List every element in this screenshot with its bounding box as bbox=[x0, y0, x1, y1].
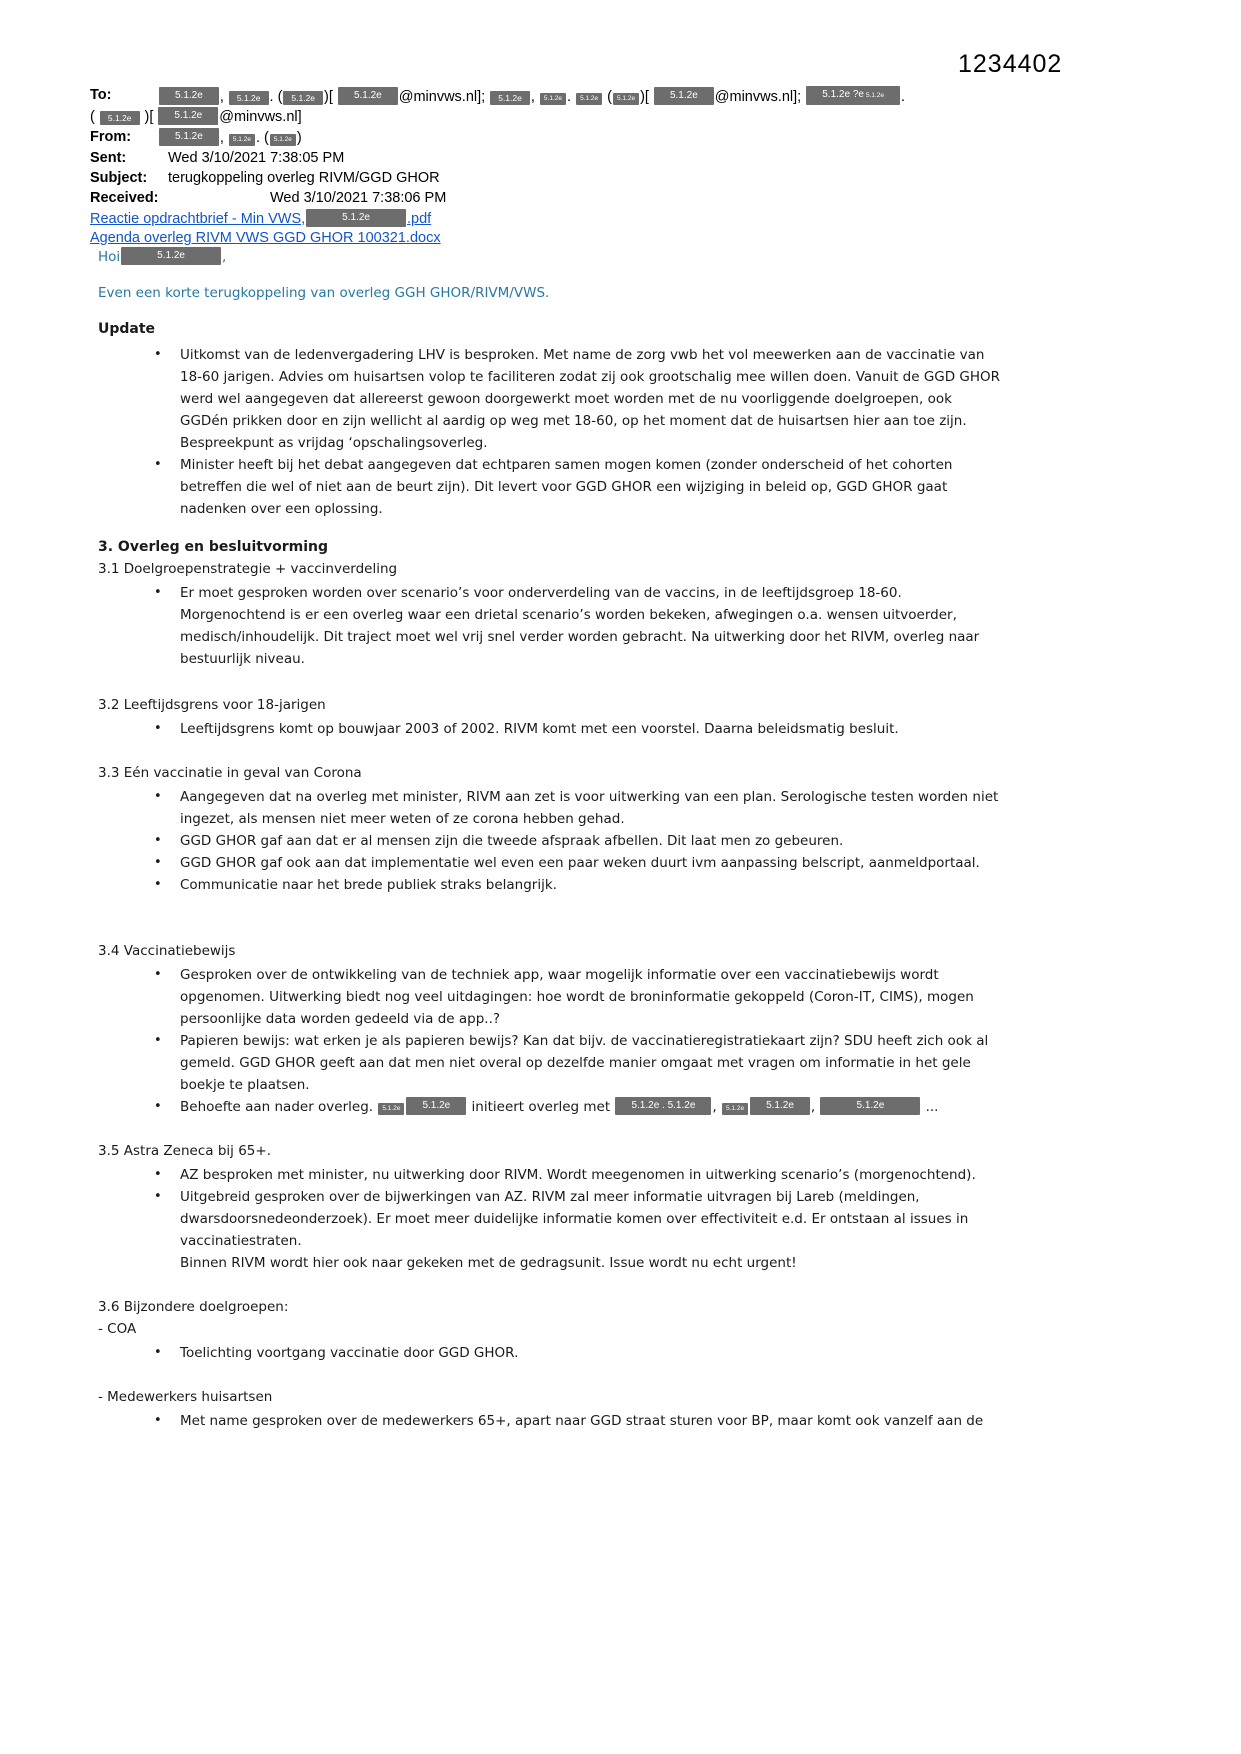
text-run: . ( bbox=[255, 130, 269, 146]
received-value: Wed 3/10/2021 7:38:06 PM bbox=[270, 190, 447, 206]
attachment-row bbox=[90, 209, 1160, 229]
text-run: @minvws.nl] bbox=[219, 109, 302, 125]
to-value-line1 bbox=[158, 89, 905, 105]
text-run: )[ bbox=[324, 89, 337, 105]
email-header bbox=[90, 86, 1160, 248]
section-3-6-heading: 3.6 Bijzondere doelgroepen: bbox=[98, 1299, 289, 1315]
header-row-from bbox=[90, 128, 1160, 148]
greeting-line bbox=[98, 246, 1108, 268]
intro-line: Even een korte terugkoppeling van overleg GGH GHOR/RIVM/VWS. bbox=[98, 285, 550, 301]
redaction-box: 5.1.2e bbox=[270, 134, 296, 146]
header-row-to bbox=[90, 86, 1160, 127]
header-row-sent bbox=[90, 149, 1160, 168]
redaction-box-small-label: 5.1.2e bbox=[865, 92, 885, 99]
text-run: ( bbox=[603, 89, 612, 105]
section-3-2-bullets bbox=[98, 718, 1003, 740]
bullet-item: • Met name gesproken over de medewerkers 65+, apart naar GGD straat sturen voor BP, maar komt ook vanzelf aan de bbox=[180, 1410, 1003, 1432]
redaction-box: 5.1.2e ?e 5.1.2e bbox=[806, 86, 900, 105]
dash-item-medewerkers: - Medewerkers huisartsen bbox=[98, 1389, 273, 1405]
redaction-box: 5.1.2e bbox=[159, 128, 219, 146]
header-row-received bbox=[90, 189, 1160, 208]
bullet-item: • GGD GHOR gaf ook aan dat implementatie wel even een paar weken duurt ivm aanpassing belscript, aanmeldportaal. bbox=[180, 852, 1003, 874]
text-run: .pdf bbox=[406, 211, 432, 227]
text-run: , bbox=[219, 89, 228, 105]
bullet-item: • Communicatie naar het brede publiek straks belangrijk. bbox=[180, 874, 1003, 896]
document-number: 1234402 bbox=[958, 50, 1063, 78]
redaction-box: 5.1.2e bbox=[654, 87, 714, 105]
text-run: Agenda overleg RIVM VWS GGD GHOR 100321.docx bbox=[90, 230, 441, 246]
text-run: . bbox=[901, 89, 906, 105]
attachment-docx-name bbox=[90, 230, 441, 246]
received-label: Received: bbox=[90, 190, 159, 206]
bullet-item: • Uitkomst van de ledenvergadering LHV is besproken. Met name de zorg vwb het vol meewerken aan de vaccinatie van 18-60 jarigen. Advies om huisartsen volop te faciliteren zodat zij ook grootschalig mee willen doen. Vanuit de GGD GHOR werd wel aangegeven dat allereerst gewoon doorgewerkt moet worden met de nu voorliggende doelgroepen, ook GGDén prikken door en zijn wellicht al aardig op weg met 18-60, op het moment dat de huisartsen hier aan toe zijn. Bespreekpunt as vrijdag ‘opschalingsoverleg. bbox=[180, 344, 1003, 454]
redaction-box: 5.1.2e bbox=[100, 111, 140, 125]
sent-value: Wed 3/10/2021 7:38:05 PM bbox=[168, 150, 345, 166]
section-3-3-bullets bbox=[98, 786, 1003, 896]
section-3-5-bullets bbox=[98, 1164, 1003, 1252]
redaction-box: 5.1.2e bbox=[121, 247, 221, 265]
bullet-item: • Minister heeft bij het debat aangegeven dat echtparen samen mogen komen (zonder onderscheid of het cohorten betreffen die wel of niet aan de beurt zijn). Dit levert voor GGD GHOR een wijziging in beleid op, GGD GHOR gaat nadenken over een oplossing. bbox=[180, 454, 1003, 520]
redaction-box: 5.1.2e bbox=[613, 93, 639, 105]
text-run: , bbox=[530, 89, 539, 105]
bullet-item: • Uitgebreid gesproken over de bijwerkingen van AZ. RIVM zal meer informatie uitvragen bij Lareb (meldingen, dwarsdoorsnedeonderzoek). Er moet meer duidelijke informatie komen over effectiviteit e.d. Er ontstaan al issues in vaccinatiestraten. bbox=[180, 1186, 1003, 1252]
text-run: . ( bbox=[269, 89, 283, 105]
text-run: . bbox=[567, 89, 576, 105]
bullet-item: • Gesproken over de ontwikkeling van de techniek app, waar mogelijk informatie over een vaccinatiebewijs wordt opgenomen. Uitwerking biedt nog veel uitdagingen: hoe wordt de broninformatie gekoppeld (Coron-IT, CIMS), mogen persoonlijke data worden gedeeld via de app..? bbox=[180, 964, 1003, 1030]
to-label: To: bbox=[90, 87, 112, 103]
text-run: Reactie opdrachtbrief - Min VWS, bbox=[90, 211, 306, 227]
medewerkers-bullets bbox=[98, 1410, 1003, 1432]
redaction-box: 5.1.2e bbox=[378, 1103, 404, 1115]
text-run: Hoi bbox=[98, 249, 121, 265]
update-heading: Update bbox=[98, 321, 156, 337]
text-run: , bbox=[810, 1099, 820, 1115]
update-bullets bbox=[98, 344, 1003, 520]
sent-label: Sent: bbox=[90, 150, 127, 166]
bullet-item: • AZ besproken met minister, nu uitwerking door RIVM. Wordt meegenomen in uitwerking scenario’s (morgenochtend). bbox=[180, 1164, 1003, 1186]
redaction-box: 5.1.2e bbox=[820, 1097, 920, 1115]
text-run: , bbox=[221, 249, 227, 265]
section-3-5-heading: 3.5 Astra Zeneca bij 65+. bbox=[98, 1143, 271, 1159]
email-body bbox=[98, 246, 1108, 1432]
section-3-1-heading: 3.1 Doelgroepenstrategie + vaccinverdeling bbox=[98, 561, 398, 577]
text-run: , bbox=[219, 130, 228, 146]
redaction-box: 5.1.2e bbox=[750, 1097, 810, 1115]
redaction-box: 5.1.2e bbox=[722, 1103, 748, 1115]
text-run: @minvws.nl]; bbox=[714, 89, 806, 105]
section-3-2-heading: 3.2 Leeftijdsgrens voor 18-jarigen bbox=[98, 697, 326, 713]
redaction-box: 5.1.2e bbox=[306, 209, 406, 227]
bullet-item: • Papieren bewijs: wat erken je als papieren bewijs? Kan dat bijv. de vaccinatieregistratiekaart zijn? SDU heeft zich ook al gemeld. GGD GHOR geeft aan dat men niet overal op dezelfde manier omgaat met vragen om informatie in het gele boekje te plaatsen. bbox=[180, 1030, 1003, 1096]
header-row-subject bbox=[90, 169, 1160, 188]
text-run: , bbox=[712, 1099, 721, 1115]
attachment-link-pdf[interactable] bbox=[90, 211, 431, 227]
subject-label: Subject: bbox=[90, 170, 148, 186]
coa-bullets bbox=[98, 1342, 1003, 1364]
to-value-line2 bbox=[90, 109, 302, 125]
rivm-gedragsunit-line: Binnen RIVM wordt hier ook naar gekeken met de gedragsunit. Issue wordt nu echt urgent! bbox=[180, 1255, 797, 1271]
from-label: From: bbox=[90, 129, 132, 145]
bullet-item: • Aangegeven dat na overleg met minister, RIVM aan zet is voor uitwerking van een plan. Serologische testen worden niet ingezet, als mensen niet meer weten of ze corona hebben gehad. bbox=[180, 786, 1003, 830]
redaction-box: 5.1.2e bbox=[406, 1097, 466, 1115]
redaction-box: 5.1.2e bbox=[229, 134, 255, 146]
section-3-4-heading: 3.4 Vaccinatiebewijs bbox=[98, 943, 236, 959]
attachment-link-docx[interactable] bbox=[90, 230, 441, 246]
redaction-box: 5.1.2e bbox=[490, 91, 530, 105]
section-3-3-heading: 3.3 Eén vaccinatie in geval van Corona bbox=[98, 765, 362, 781]
bullet-item: • Leeftijdsgrens komt op bouwjaar 2003 of 2002. RIVM komt met een voorstel. Daarna beleidsmatig besluit. bbox=[180, 718, 1003, 740]
bullet-item: • Er moet gesproken worden over scenario’s voor onderverdeling van de vaccins, in de leeftijdsgroep 18-60. Morgenochtend is er een overleg waar een drietal scenario’s worden bekeken, afwegingen o.a. wensen uitvoerder, medisch/inhoudelijk. Dit traject moet wel vrij snel verder worden gebracht. Na uitwerking door het RIVM, overleg naar bestuurlijk niveau. bbox=[180, 582, 1003, 670]
bullet-item: • GGD GHOR gaf aan dat er al mensen zijn die tweede afspraak afbellen. Dit laat men zo gebeuren. bbox=[180, 830, 1003, 852]
text-run: ) bbox=[296, 130, 302, 146]
redaction-box: 5.1.2e . 5.1.2e bbox=[615, 1097, 711, 1115]
subject-value: terugkoppeling overleg RIVM/GGD GHOR bbox=[168, 170, 440, 186]
text-run: )[ bbox=[640, 89, 653, 105]
section-3-1-bullets bbox=[98, 582, 1003, 670]
redaction-box: 5.1.2e bbox=[229, 91, 269, 105]
redaction-box: 5.1.2e bbox=[158, 107, 218, 125]
text-run: )[ bbox=[140, 109, 158, 125]
redaction-box: 5.1.2e bbox=[576, 93, 602, 105]
redaction-box: 5.1.2e bbox=[540, 93, 566, 105]
redaction-box: 5.1.2e bbox=[338, 87, 398, 105]
text-run: initieert overleg met bbox=[467, 1099, 615, 1115]
bullet-item bbox=[180, 1096, 1003, 1118]
section-3-heading: 3. Overleg en besluitvorming bbox=[98, 539, 329, 555]
section-3-4-bullets bbox=[98, 964, 1003, 1118]
text-run: @minvws.nl]; bbox=[398, 89, 490, 105]
dash-item-coa: - COA bbox=[98, 1321, 137, 1337]
text-run: Behoefte aan nader overleg. bbox=[180, 1099, 378, 1115]
text-run: ( bbox=[90, 109, 99, 125]
from-value bbox=[158, 130, 302, 146]
redaction-box: 5.1.2e bbox=[159, 87, 219, 105]
text-run: ... bbox=[921, 1099, 939, 1115]
redaction-box: 5.1.2e bbox=[283, 91, 323, 105]
body-blocks bbox=[98, 318, 1108, 1432]
attachment-pdf-name bbox=[90, 211, 431, 227]
bullet-item: • Toelichting voortgang vaccinatie door GGD GHOR. bbox=[180, 1342, 1003, 1364]
